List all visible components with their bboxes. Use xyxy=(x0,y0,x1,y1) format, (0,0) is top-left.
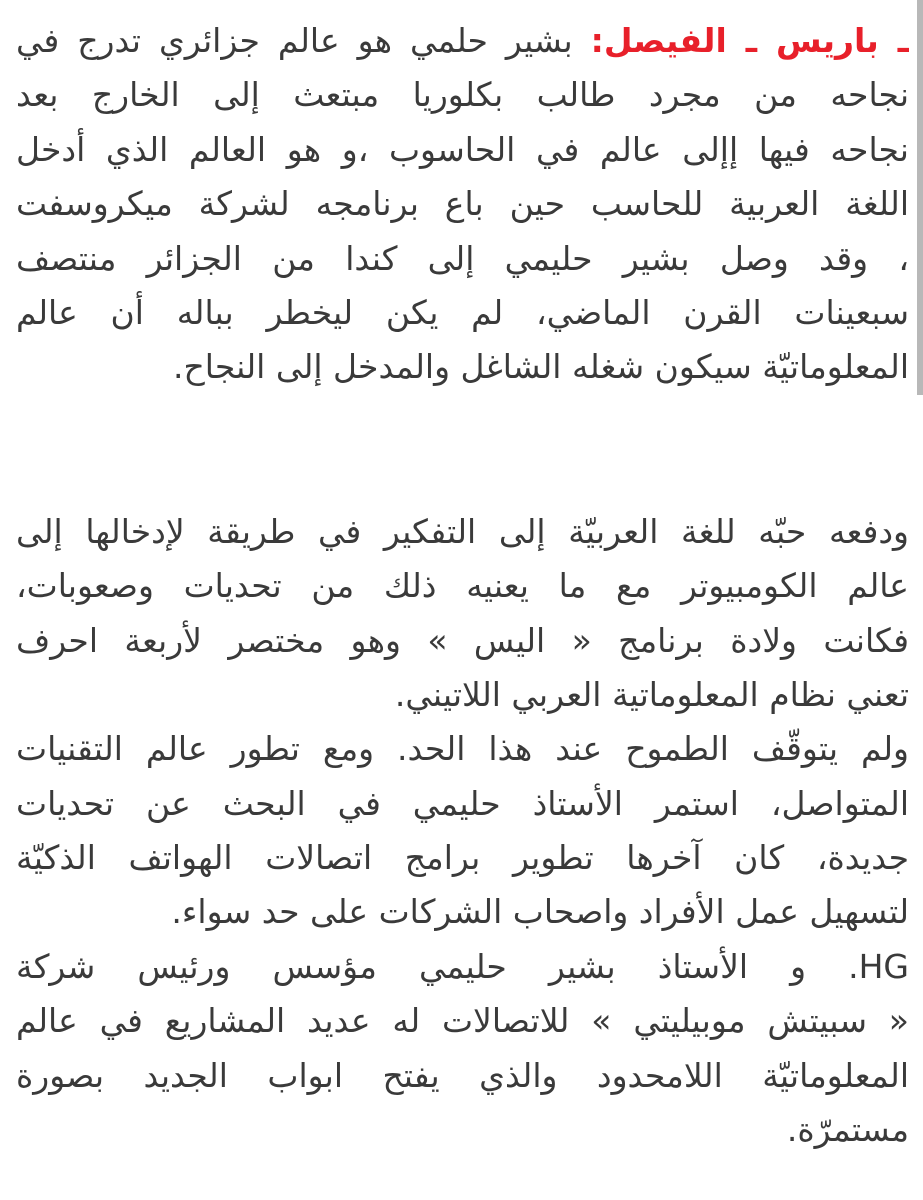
article-line: ، وقد وصل بشير حليمي إلى كندا من الجزائر منتصف xyxy=(16,238,909,278)
article-line: تعني نظام المعلوماتية العربي اللاتيني. xyxy=(394,674,909,714)
article-line: ودفعه حبّه للغة العربيّة إلى التفكير في طريقة لإدخالها إلى xyxy=(16,511,909,551)
article-line: المعلوماتيّة اللامحدود والذي يفتح ابواب الجديد بصورة xyxy=(16,1055,909,1095)
article-line xyxy=(16,14,909,68)
article-line: اللغة العربية للحاسب حين باع برنامجه لشركة ميكروسفت xyxy=(16,184,909,224)
article-line: « سبيتش موبيليتي » للاتصالات له عديد المشاريع في عالم xyxy=(16,1001,909,1041)
article-line: نجاحه من مجرد طالب بكلوريا مبتعث إلى الخارج بعد xyxy=(16,75,909,115)
scrollbar-thumb[interactable] xyxy=(917,0,923,395)
article-line: فكانت ولادة برنامج « اليس » وهو مختصر لأربعة احرف xyxy=(16,620,909,660)
article-line: مستمرّة. xyxy=(786,1110,909,1150)
article-line: جديدة، كان آخرها تطوير برامج اتصالات الهواتف الذكيّة xyxy=(16,838,909,878)
article-line: HG. و الأستاذ بشير حليمي مؤسس ورئيس شركة xyxy=(16,946,909,986)
article-dateline: ـ باريس ـ الفيصل: xyxy=(590,21,909,60)
article-line: عالم الكومبيوتر مع ما يعنيه ذلك من تحديات وصعوبات، xyxy=(16,566,909,606)
article-line: المتواصل، استمر الأستاذ حليمي في البحث عن تحديات xyxy=(16,783,909,823)
article-line: لتسهيل عمل الأفراد واصحاب الشركات على حد سواء. xyxy=(171,892,909,932)
article-line: سبعينات القرن الماضي، لم يكن ليخطر بباله أن عالم xyxy=(16,292,909,332)
article-line-text: بشير حلمي هو عالم جزائري تدرج في xyxy=(16,21,573,60)
article-line: ولم يتوقّف الطموح عند هذا الحد. ومع تطور عالم التقنيات xyxy=(16,729,909,769)
article-line: نجاحه فيها إإلى عالم في الحاسوب ،و هو العالم الذي أدخل xyxy=(16,129,909,169)
paragraph-gap xyxy=(16,395,909,505)
article-line: المعلوماتيّة سيكون شغله الشاغل والمدخل إلى النجاح. xyxy=(173,347,909,387)
